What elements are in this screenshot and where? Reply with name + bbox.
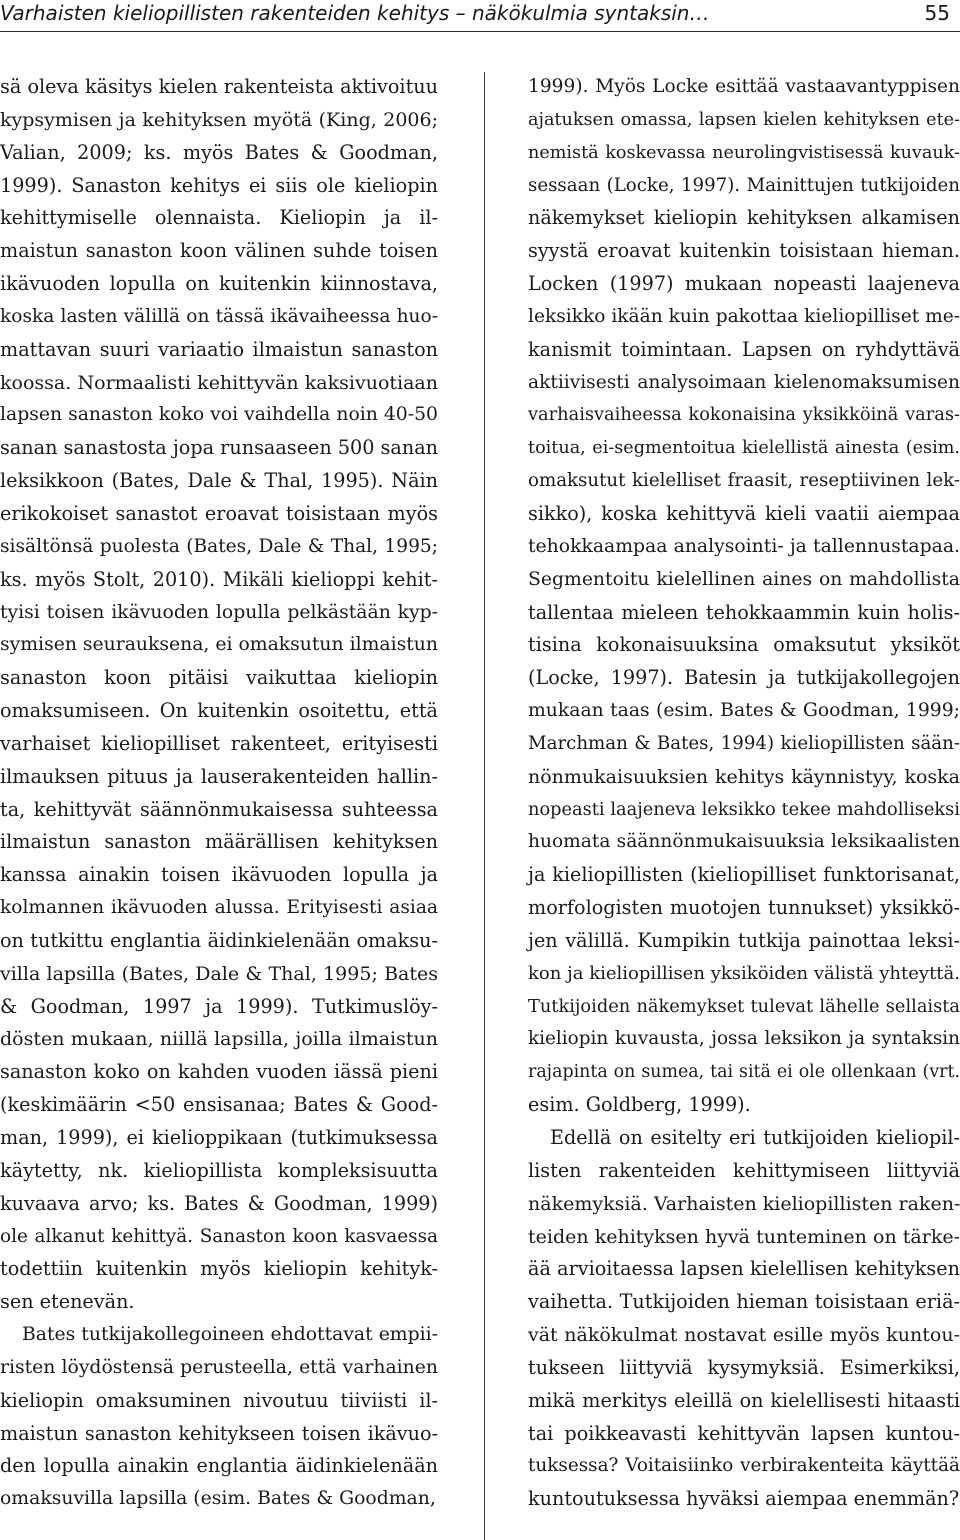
text-line: kieliopin omaksuminen nivoutuu tiiviisti il- bbox=[0, 1388, 438, 1412]
text-line: jen välillä. Kumpikin tutkija painottaa leksi- bbox=[528, 928, 960, 952]
text-line: sisältönsä puolesta (Bates, Dale & Thal, 1995; bbox=[0, 535, 438, 557]
text-line: tuksessa? Voitaisiinko verbirakenteita käyttää bbox=[528, 1455, 960, 1477]
text-line: on tutkittu englantia äidinkielenään omaksu- bbox=[0, 928, 438, 952]
text-line: symisen seurauksena, ei omaksutun ilmaistun bbox=[0, 634, 439, 656]
text-line: ole alkanut kehittyä. Sanaston koon kasvaessa bbox=[0, 1225, 438, 1247]
text-line: ilmauksen pituus ja lauserakenteiden hallin- bbox=[0, 764, 438, 788]
running-title: Varhaisten kieliopillisten rakenteiden kehitys – näkökulmia syntaksin… bbox=[0, 1, 710, 25]
text-line: sikko), koska kehittyvä kieli vaatii aiempaa bbox=[528, 501, 960, 525]
text-line: 1999). Sanaston kehitys ei siis ole kieliopin bbox=[0, 173, 438, 197]
text-line: syystä eroavat kuitenkin toisistaan hieman. bbox=[528, 239, 960, 263]
text-line: ks. myös Stolt, 2010). Mikäli kielioppi kehit- bbox=[0, 567, 438, 591]
text-line: nönmukaisuuksien kehitys käynnistyy, koska bbox=[528, 765, 960, 788]
text-line: tai poikkeavasti kehittyvän lapsen kuntou- bbox=[528, 1421, 960, 1445]
left-column bbox=[0, 71, 438, 1516]
text-line: kehittymiselle olennaista. Kieliopin ja il- bbox=[0, 206, 438, 230]
text-line: sanan sanastosta jopa runsaaseen 500 sanan bbox=[0, 436, 438, 460]
text-line: (keskimäärin <50 ensisanaa; Bates & Good- bbox=[0, 1093, 438, 1117]
text-line: kon ja kieliopillisen yksiköiden välistä yhteyttä. bbox=[528, 962, 960, 984]
text-line: nopeasti laajeneva leksikko tekee mahdolliseksi bbox=[528, 798, 960, 820]
text-line: Tutkijoiden näkemykset tulevat lähelle sellaista bbox=[528, 995, 960, 1017]
text-line: varhaiset kieliopilliset rakenteet, erityisesti bbox=[0, 731, 438, 755]
text-line: sanaston koko on kahden vuoden iässä pieni bbox=[0, 1060, 438, 1084]
text-line: kuntoutuksessa hyväksi aiempaa enemmän? bbox=[528, 1487, 960, 1511]
text-line: varhaisvaiheessa kokonaisina yksikköinä varas- bbox=[528, 404, 960, 426]
text-line: erikokoiset sanastot eroavat toisistaan myös bbox=[0, 501, 438, 525]
text-line: dösten mukaan, niillä lapsilla, joilla ilmaistun bbox=[0, 1028, 438, 1051]
text-line: mattavan suuri variaatio ilmaistun sanaston bbox=[0, 337, 438, 361]
text-line: huomata säännönmukaisuuksia leksikaalisten bbox=[528, 831, 960, 853]
text-line: Segmentoitu kielellinen aines on mahdollista bbox=[528, 568, 960, 590]
text-line: ikävuoden lopulla on kuitenkin kiinnostava, bbox=[0, 272, 438, 296]
text-line: 1999). Myös Locke esittää vastaavantyppisen bbox=[528, 76, 960, 97]
text-line: lapsen sanaston koko voi vaihdella noin 40-50 bbox=[0, 404, 438, 426]
text-line: maistun sanaston koon välinen suhde toisen bbox=[0, 239, 438, 263]
text-line: aktiivisesti analysoimaan kielenomaksumisen bbox=[528, 371, 960, 393]
text-line: kypsymisen ja kehityksen myötä (King, 2006; bbox=[0, 108, 438, 131]
text-line: Valian, 2009; ks. myös Bates & Goodman, bbox=[0, 140, 438, 164]
page-number: 55 bbox=[924, 1, 950, 25]
text-line: tehokkaampaa analysointi- ja tallennustapaa. bbox=[528, 535, 960, 557]
text-line: sä oleva käsitys kielen rakenteista aktivoituu bbox=[0, 75, 438, 98]
text-line: vaihetta. Tutkijoiden hieman toisistaan eriä- bbox=[528, 1290, 960, 1314]
text-line: risten löydöstensä perusteella, että varhainen bbox=[0, 1356, 438, 1378]
text-line: kuvaava arvo; ks. Bates & Goodman, 1999) bbox=[0, 1191, 438, 1215]
text-line: ää arvioitaessa lapsen kielellisen kehityksen bbox=[528, 1257, 960, 1281]
text-line: Locken (1997) mukaan nopeasti laajeneva bbox=[528, 272, 960, 296]
text-line: sessaan (Locke, 1997). Mainittujen tutkijoiden bbox=[528, 174, 960, 196]
text-line: omaksutut kielelliset fraasit, reseptiivinen lek- bbox=[528, 470, 960, 492]
right-column bbox=[528, 71, 960, 1516]
text-line: tallentaa mieleen tehokkaammin kuin holis- bbox=[528, 600, 960, 624]
text-line: villa lapsilla (Bates, Dale & Thal, 1995; Bates bbox=[0, 962, 438, 985]
text-line: tyisi toisen ikävuoden lopulla pelkästään kyp- bbox=[0, 601, 438, 623]
text-line: teiden kehityksen hyvä tunteminen on tärke- bbox=[528, 1225, 960, 1248]
text-line: koossa. Normaalisti kehittyvän kaksivuotiaan bbox=[0, 371, 438, 394]
text-line: Marchman & Bates, 1994) kieliopillisten sään- bbox=[528, 732, 960, 754]
text-line: näkemykset kieliopin kehityksen alkamisen bbox=[528, 206, 960, 230]
text-line: kanssa ainakin toisen ikävuoden lopulla ja bbox=[0, 863, 438, 887]
text-line: omaksuvilla lapsilla (esim. Bates & Goodman, bbox=[0, 1488, 436, 1510]
text-line: sanaston koon pitäisi vaikuttaa kieliopin bbox=[0, 666, 438, 690]
text-line: toitua, ei-segmentoitua kielellistä ainesta (esim. bbox=[528, 438, 960, 459]
text-line: man, 1999), ei kielioppikaan (tutkimuksessa bbox=[0, 1126, 438, 1149]
text-line: mikä merkitys eleillä on kielellisesti hitaasti bbox=[528, 1388, 960, 1412]
text-line: leksikko ikään kuin pakottaa kieliopilliset me- bbox=[528, 305, 960, 327]
text-line: ta, kehittyvät säännönmukaisessa suhteessa bbox=[0, 797, 438, 821]
text-line: käytetty, nk. kieliopillista kompleksisuutta bbox=[0, 1158, 438, 1182]
text-line: ilmaistun sanaston määrällisen kehityksen bbox=[0, 830, 438, 854]
text-line: ajatuksen omassa, lapsen kielen kehityksen ete- bbox=[528, 109, 960, 130]
text-line: tukseen liittyviä kysymyksiä. Esimerkiksi, bbox=[528, 1355, 960, 1379]
text-line: maistun sanaston kehitykseen toisen ikävuo- bbox=[0, 1421, 438, 1445]
text-line: nemistä koskevassa neurolingvistisessä kuvauk- bbox=[528, 142, 960, 163]
text-line: Bates tutkijakollegoineen ehdottavat empii- bbox=[22, 1324, 438, 1346]
text-line: todettiin kuitenkin myös kieliopin kehityk- bbox=[0, 1257, 438, 1281]
text-line: vät näkökulmat nostavat esille myös kuntou- bbox=[528, 1324, 960, 1347]
column-divider bbox=[484, 72, 485, 1540]
header-rule bbox=[0, 31, 960, 32]
text-line: & Goodman, 1997 ja 1999). Tutkimuslöy- bbox=[0, 994, 438, 1018]
text-line: kolmannen ikävuoden alussa. Erityisesti asiaa bbox=[0, 897, 438, 919]
text-line: ja kieliopillisten (kieliopilliset funktorisanat, bbox=[528, 863, 960, 887]
text-line: (Locke, 1997). Batesin ja tutkijakollegojen bbox=[528, 666, 960, 690]
text-line: morfologisten muotojen tunnukset) yksikkö- bbox=[528, 896, 960, 920]
text-line: rajapinta on sumea, tai sitä ei ole ollenkaan (vrt. bbox=[528, 1062, 960, 1083]
text-line: näkemyksiä. Varhaisten kieliopillisten raken- bbox=[528, 1192, 960, 1215]
text-line: koska lasten välillä on tässä ikävaiheessa huo- bbox=[0, 305, 438, 327]
text-line: den lopulla ainakin englantia äidinkielenään bbox=[0, 1454, 438, 1478]
text-line: kanismit toimintaan. Lapsen on ryhdyttävä bbox=[528, 337, 960, 361]
text-line: kieliopin kuvausta, jossa leksikon ja syntaksin bbox=[528, 1028, 960, 1050]
text-line: listen rakenteiden kehittymiseen liittyviä bbox=[528, 1158, 960, 1182]
text-line: esim. Goldberg, 1999). bbox=[528, 1093, 751, 1117]
running-header bbox=[0, 0, 960, 30]
text-line: mukaan taas (esim. Bates & Goodman, 1999; bbox=[528, 700, 960, 722]
text-line: omaksumiseen. On kuitenkin osoitettu, että bbox=[0, 699, 438, 723]
text-line: leksikkoon (Bates, Dale & Thal, 1995). Näin bbox=[0, 469, 438, 493]
text-line: tisina kokonaisuuksina omaksutut yksiköt bbox=[528, 633, 960, 657]
text-line: Edellä on esitelty eri tutkijoiden kieliopil- bbox=[550, 1126, 960, 1149]
text-line: sen etenevän. bbox=[0, 1290, 135, 1314]
